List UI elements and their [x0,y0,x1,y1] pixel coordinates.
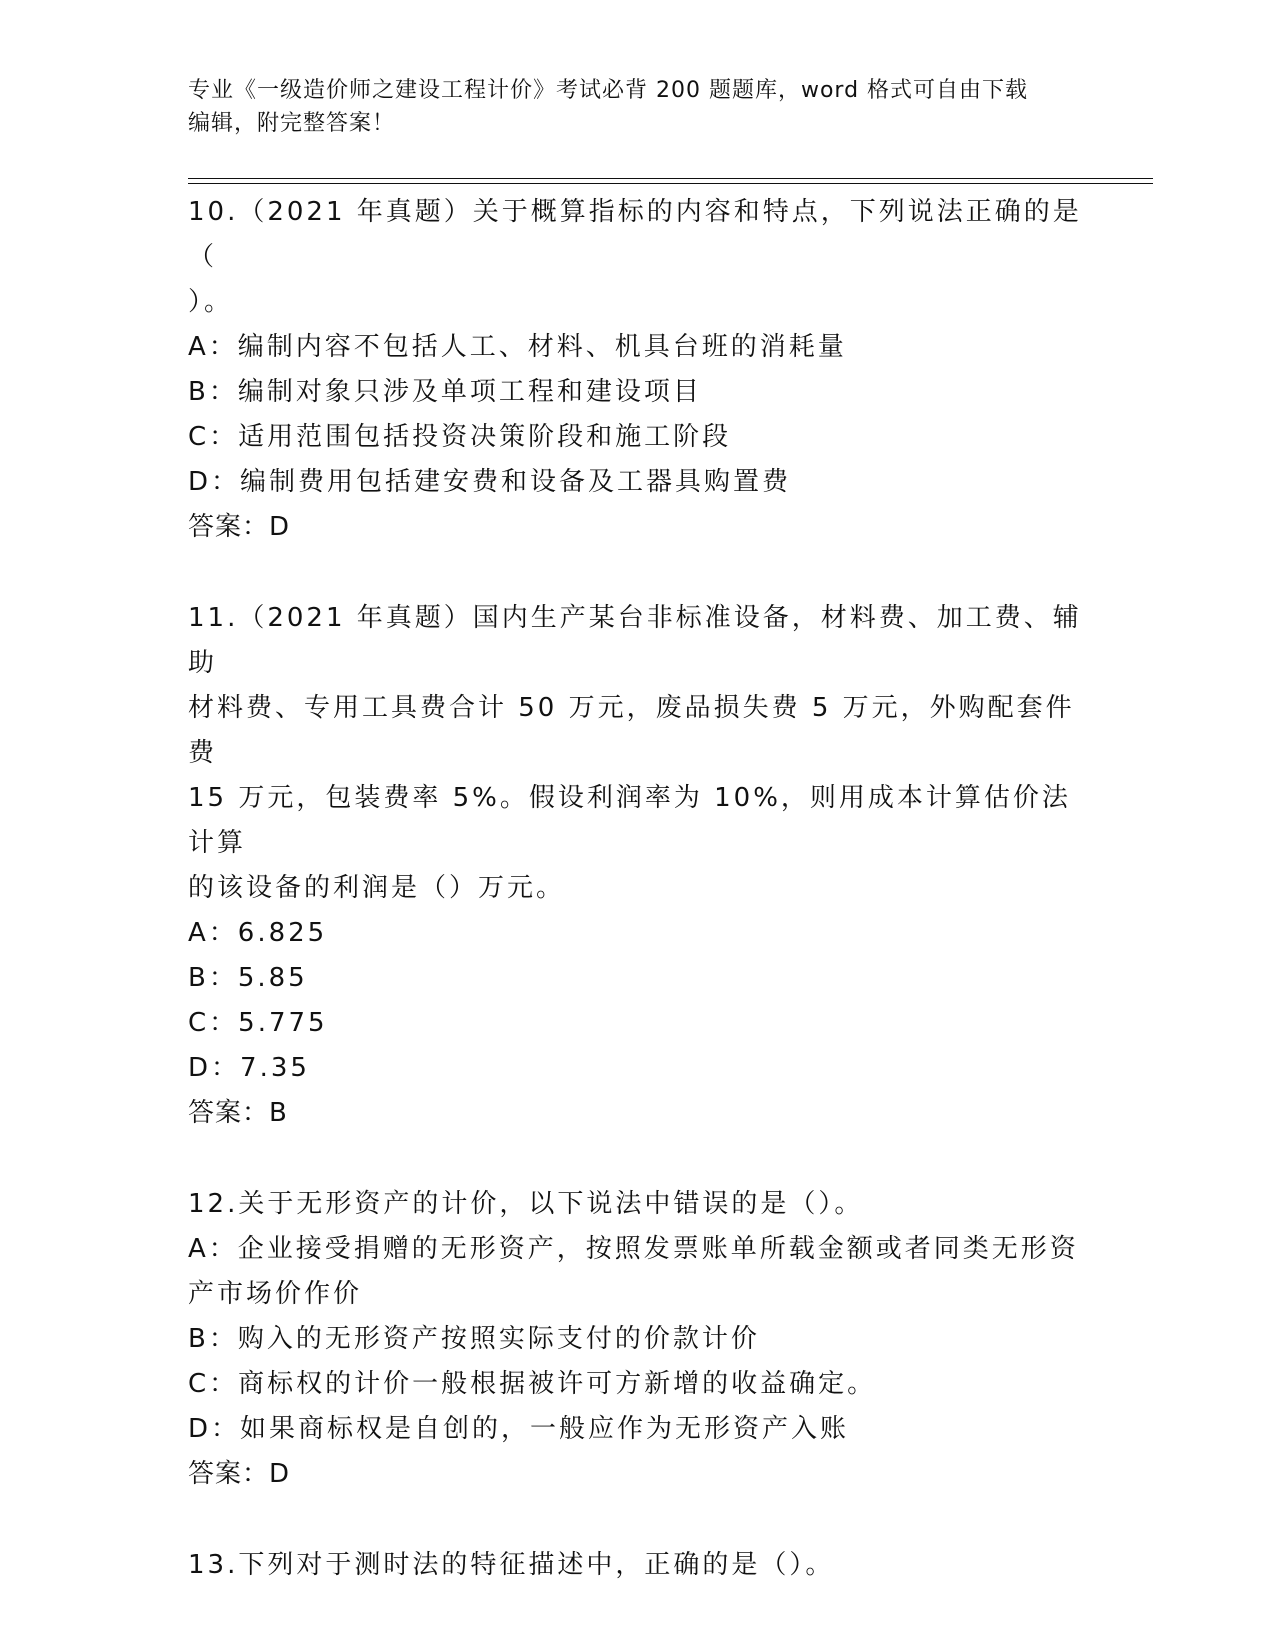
option-a: A：6.825 [188,918,328,948]
header-line-2: 编辑，附完整答案！ [188,111,396,136]
option-d: D：编制费用包括建安费和设备及工器具购置费 [188,467,792,497]
question-text-line: 的该设备的利润是（）万元。 [188,873,566,903]
question-12 [188,1182,1088,1497]
option-d: D：如果商标权是自创的，一般应作为无形资产入账 [188,1414,850,1444]
question-text-line: 10.（2021 年真题）关于概算指标的内容和特点，下列说法正确的是（ [188,197,1082,272]
option-a-continued: 产市场价作价 [188,1279,363,1309]
option-c: C：商标权的计价一般根据被许可方新增的收益确定。 [188,1369,877,1399]
question-list [188,190,1088,1588]
option-d: D：7.35 [188,1053,310,1083]
option-b: B：购入的无形资产按照实际支付的价款计价 [188,1324,760,1354]
question-text-line: 材料费、专用工具费合计 50 万元，废品损失费 5 万元，外购配套件费 [188,693,1075,768]
question-11 [188,596,1088,1136]
question-13 [188,1543,1088,1588]
question-10 [188,190,1088,550]
question-text-line: 13.下列对于测时法的特征描述中，正确的是（）。 [188,1550,835,1580]
answer: 答案：D [188,1459,291,1489]
answer: 答案：B [188,1098,288,1128]
option-c: C：适用范围包括投资决策阶段和施工阶段 [188,422,732,452]
header-rule-bottom [188,183,1153,184]
option-a: A：编制内容不包括人工、材料、机具台班的消耗量 [188,332,847,362]
option-b: B：编制对象只涉及单项工程和建设项目 [188,377,702,407]
question-text-line: 12.关于无形资产的计价，以下说法中错误的是（）。 [188,1189,864,1219]
question-text-line: 15 万元，包装费率 5%。假设利润率为 10%，则用成本计算估价法计算 [188,783,1071,858]
option-a: A：企业接受捐赠的无形资产，按照发票账单所载金额或者同类无形资 [188,1234,1079,1264]
question-text-line: ）。 [188,287,234,317]
document-header [188,74,1068,140]
option-b: B：5.85 [188,963,308,993]
header-line-1: 专业《一级造价师之建设工程计价》考试必背 200 题题库，word 格式可自由下载 [188,78,1029,103]
question-text-line: 11.（2021 年真题）国内生产某台非标准设备，材料费、加工费、辅助 [188,603,1082,678]
header-rule-top [188,178,1153,179]
option-c: C：5.775 [188,1008,328,1038]
answer: 答案：D [188,512,291,542]
